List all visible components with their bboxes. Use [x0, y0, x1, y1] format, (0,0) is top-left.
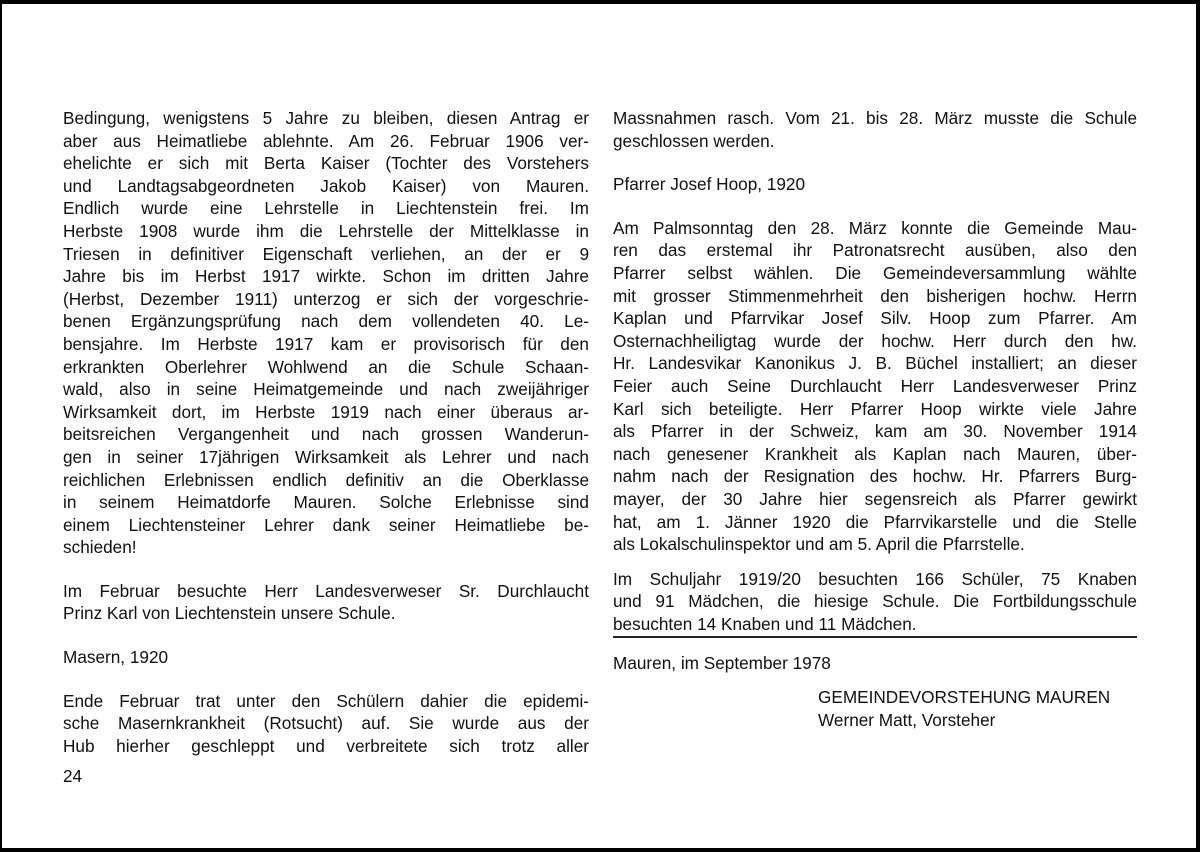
- text-line: schieden!: [63, 537, 137, 558]
- paragraph-gap: [63, 669, 589, 690]
- text-line: Bedingung, wenigstens 5 Jahre zu bleiben, diesen Antrag er: [63, 108, 589, 128]
- signature-block: [818, 686, 1110, 731]
- right-paragraph-1: [613, 107, 1137, 152]
- text-line: bensjahre. Im Herbste 1917 kam er provisorisch für den: [63, 333, 589, 354]
- left-paragraph-1: [63, 107, 589, 559]
- text-line: hat, am 1. Jänner 1920 die Pfarrvikarstelle und die Stelle: [613, 511, 1137, 532]
- place-date: Mauren, im September 1978: [613, 653, 831, 673]
- right-column: [613, 107, 1137, 635]
- left-paragraph-2: [63, 580, 589, 625]
- text-line: gen in seiner 17jährigen Wirksamkeit als Lehrer und nach: [63, 446, 589, 467]
- scan-border-bottom: [0, 848, 1200, 852]
- paragraph-gap: [63, 559, 589, 580]
- text-line: besuchten 14 Knaben und 11 Mädchen.: [613, 613, 917, 634]
- text-line: (Herbst, Dezember 1911) unterzog er sich der vorgeschrie-: [63, 288, 589, 309]
- text-line: ehelichte er sich mit Berta Kaiser (Tochter des Vorstehers: [63, 153, 589, 174]
- text-line: Endlich wurde eine Lehrstelle in Liechtenstein frei. Im: [63, 198, 589, 219]
- text-line: Herbste 1908 wurde ihm die Lehrstelle der Mittelklasse in: [63, 220, 589, 241]
- text-line: Ende Februar trat unter den Schülern dahier die epidemi-: [63, 690, 589, 711]
- text-line: nach genesener Krankheit als Kaplan nach Mauren, über-: [613, 443, 1137, 464]
- text-line: Massnahmen rasch. Vom 21. bis 28. März musste die Schule: [613, 108, 1137, 128]
- right-paragraph-2: [613, 217, 1137, 556]
- text-line: Pfarrer selbst wählen. Die Gemeindeversammlung wählte: [613, 262, 1137, 283]
- text-line: Hr. Landesvikar Kanonikus J. B. Büchel installiert; an dieser: [613, 353, 1137, 374]
- left-paragraph-3: [63, 690, 589, 758]
- text-line: und Landtagsabgeordneten Jakob Kaiser) von Mauren.: [63, 175, 589, 196]
- text-line: in seinem Heimatdorfe Mauren. Solche Erlebnisse sind: [63, 492, 589, 513]
- text-line: als Pfarrer in der Schweiz, kam am 30. November 1914: [613, 421, 1137, 442]
- text-line: wald, also in seine Heimatgemeinde und nach zweijähriger: [63, 379, 589, 400]
- text-line: Im Februar besuchte Herr Landesverweser Sr. Durchlaucht: [63, 580, 589, 601]
- text-line: beitsreichen Vergangenheit und nach grossen Wanderun-: [63, 424, 589, 445]
- text-line: einem Liechtensteiner Lehrer dank seiner Heimatliebe be-: [63, 514, 589, 535]
- text-line: Wirksamkeit dort, im Herbste 1919 nach einer überaus ar-: [63, 401, 589, 422]
- text-line: Prinz Karl von Liechtenstein unsere Schule.: [63, 603, 396, 624]
- text-line: nahm nach der Resignation des hochw. Hr. Pfarrers Burg-: [613, 466, 1137, 487]
- section-heading-masern: Masern, 1920: [63, 647, 169, 668]
- scan-border-top: [0, 0, 1200, 4]
- paragraph-gap: [63, 625, 589, 646]
- horizontal-rule: [613, 636, 1137, 638]
- text-line: erkrankten Oberlehrer Wohlwend an die Schule Schaan-: [63, 356, 589, 377]
- scan-border-left: [0, 0, 2, 852]
- text-line: sche Masernkrankheit (Rotsucht) auf. Sie wurde aus der: [63, 713, 589, 734]
- right-paragraph-3: [613, 568, 1137, 636]
- text-line: mayer, der 30 Jahre hier segensreich als Pfarrer gewirkt: [613, 488, 1137, 509]
- text-line: reichlichen Erlebnissen endlich definitiv an die Oberklasse: [63, 469, 589, 490]
- signature-authority: GEMEINDEVORSTEHUNG MAUREN: [818, 687, 1111, 707]
- paragraph-gap: [613, 196, 1137, 217]
- section-heading-pfarrer: Pfarrer Josef Hoop, 1920: [613, 174, 806, 195]
- page-number: 24: [63, 766, 83, 786]
- text-line: mit grosser Stimmenmehrheit den bisherigen hochw. Herrn: [613, 285, 1137, 306]
- paragraph-gap: [613, 556, 1137, 568]
- text-line: aber aus Heimatliebe ablehnte. Am 26. Februar 1906 ver-: [63, 130, 589, 151]
- text-line: Osternachheiligtag wurde der hochw. Herr durch den hw.: [613, 330, 1137, 351]
- text-line: benen Ergänzungsprüfung nach dem vollendeten 40. Le-: [63, 311, 589, 332]
- text-line: ren das erstemal ihr Patronatsrecht ausüben, also den: [613, 240, 1137, 261]
- text-line: Triesen in definitiver Eigenschaft verliehen, an der er 9: [63, 243, 589, 264]
- text-line: Im Schuljahr 1919/20 besuchten 166 Schüler, 75 Knaben: [613, 568, 1137, 589]
- text-line: Feier auch Seine Durchlaucht Herr Landesverweser Prinz: [613, 375, 1137, 396]
- text-line: Kaplan und Pfarrvikar Josef Silv. Hoop zum Pfarrer. Am: [613, 308, 1137, 329]
- text-line: Hub hierher geschleppt und verbreitete sich trotz aller: [63, 735, 589, 756]
- text-line: Karl sich beteiligte. Herr Pfarrer Hoop wirkte viele Jahre: [613, 398, 1137, 419]
- scan-border-right: [1196, 0, 1200, 852]
- text-line: geschlossen werden.: [613, 130, 775, 151]
- text-line: Jahre bis im Herbst 1917 wirkte. Schon im dritten Jahre: [63, 266, 589, 287]
- paragraph-gap: [613, 152, 1137, 173]
- left-column: [63, 107, 589, 757]
- text-line: Am Palmsonntag den 28. März konnte die Gemeinde Mau-: [613, 217, 1137, 238]
- text-line: und 91 Mädchen, die hiesige Schule. Die Fortbildungsschule: [613, 591, 1137, 612]
- signature-signatory: Werner Matt, Vorsteher: [818, 709, 996, 730]
- text-line: als Lokalschulinspektor und am 5. April die Pfarrstelle.: [613, 534, 1025, 555]
